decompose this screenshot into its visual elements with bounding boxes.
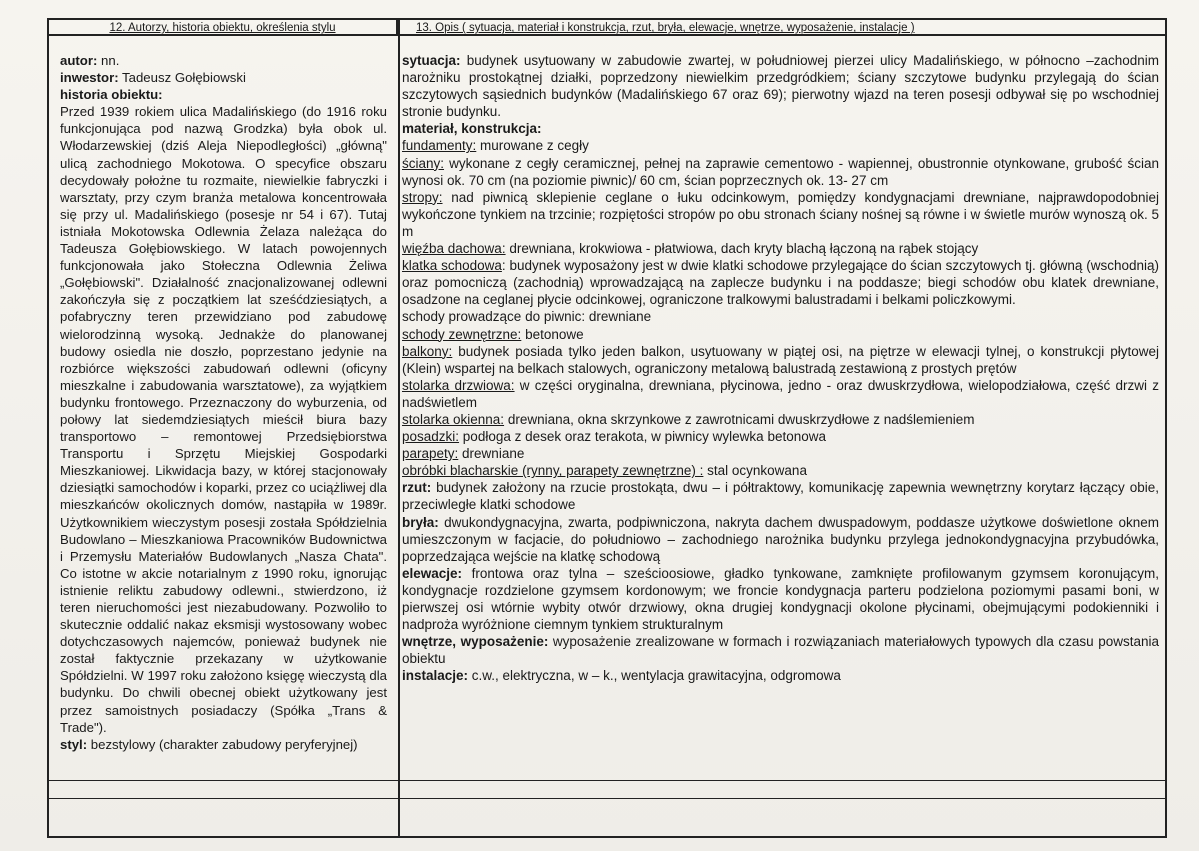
historia-text: Przed 1939 rokiem ulica Madalińskiego (do 1916 roku funkcjonująca pod nazwą Grodzka) była obok ul. Włodarzewskiej (dziś Aleja Niepodległości) „główną" ulicą zachodniego Mokotowa. O specyfice obszaru decydowały położne tu rozmaite, niewielkie fabryczki i warsztaty, przy czym branża metalowa koncentrowała się przy ul. Madalińskiego (posesje nr 54 i 67). Tutaj istniała Mokotowska Odlewnia Żelaza należąca do Tadeusza Gołębiowskiego. W latach powojennych funkcjonowała jako Stołeczna Odlewnia Żeliwa „Gołębiowski". Działalność znacjonalizowanej odlewni zakończyła się z początkiem lat sześćdziesiątych, a pofabryczny teren przewidziano pod zabudowę wielorodzinną wysoką. Jednakże do planowanej budowy osiedla nie doszło, poprzestano jedynie na rozbiórce większości zabudowań odlewni (oficyny mieszkalne i zabudowania warsztatowe), za wyjątkiem budynku frontowego. Przeznaczony do wyburzenia, od połowy lat siedemdziesiątych mieścił biura bazy transportowo – remontowej Przedsiębiorstwa Transportu i Sprzętu Miejskiej Gospodarki Mieszkaniowej. Likwidacja bazy, w której stacjonowały dziesiątki samochodów i koparki, przez co uciążliwej dla mieszkańców okolicznych domów, nastąpiła w 1989r. Użytkownikiem wieczystym posesji została Spółdzielnia Budowlano – Mieszkaniowa Pracowników Budownictwa i Przemysłu Materiałów Budowlanych „Nasza Chata". Co istotne w akcie notarialnym z 1990 roku, ignorując istnienie reliktu zabudowy odlewni., stwierdzono, iż teren nieruchomości jest niezabudowany. Pozwoliło to skutecznie oddalić nakaz eksmisji wystosowany wobec dotychczasowych najemców, ponieważ budynek nie został faktycznie przekazany w użytkowanie Spółdzielni. W 1997 roku założono księgę wieczystą dla budynku. Do chwili obecnej obiekt użytkowany jest przez samoistnych posiadaczy (Spółka „Trans & Trade").	[60, 104, 387, 735]
header-description	[398, 20, 1165, 36]
styl-value: bezstylowy (charakter zabudowy peryferyjnej)	[87, 736, 358, 752]
elewacje-label: elewacje:	[402, 565, 463, 581]
balkony-line	[402, 343, 1159, 377]
header-authors-text: 12. Autorzy, historia obiektu, określenia stylu	[109, 22, 336, 34]
column-divider	[398, 20, 400, 836]
obrobki-line	[402, 462, 1159, 479]
stolarka-okienna-line	[402, 411, 1159, 428]
schody-zewnetrzne-line	[402, 326, 1159, 343]
sciany-label: ściany:	[402, 155, 445, 171]
parapety-line	[402, 445, 1159, 462]
instalacje-value: c.w., elektryczna, w – k., wentylacja grawitacyjna, odgromowa	[468, 668, 841, 684]
left-column	[60, 52, 387, 753]
stolarka-drzwiowa-label: stolarka drzwiowa:	[402, 377, 515, 393]
material-heading: materiał, konstrukcja:	[402, 121, 542, 137]
fundamenty-label: fundamenty:	[402, 138, 477, 154]
stolarka-drzwiowa-line	[402, 377, 1159, 411]
stolarka-okienna-value: drewniana, okna skrzynkowe z zawrotnicami dwuskrzydłowe z nadślemieniem	[504, 411, 975, 427]
styl-label: styl:	[60, 736, 88, 752]
inwestor-line	[60, 69, 387, 86]
schody-piwnic-line: schody prowadzące do piwnic: drewniane	[402, 309, 652, 325]
inwestor-label: inwestor:	[60, 70, 119, 86]
autor-value: nn.	[97, 53, 120, 68]
bryla-value: dwukondygnacyjna, zwarta, podpiwniczona, nakryta dachem dwuspadowym, poddasze użytkowe doświetlone oknem umieszczonym w facjacie, do południowo – zachodniego narożnika budynku przylega jednokondygnacyjna przybudówka, poprzedzająca wejście na klatkę schodową	[402, 514, 1159, 564]
historia-label: historia obiektu:	[60, 87, 163, 103]
bryla-label: bryła:	[402, 514, 439, 530]
row-divider	[49, 780, 1165, 781]
autor-label: autor:	[60, 53, 98, 68]
fundamenty-value: murowane z cegły	[476, 138, 589, 154]
balkony-value: budynek posiada tylko jeden balkon, usytuowany w piątej osi, na piętrze w elewacji tylnej, o konstrukcji płytowej (Klein) wspartej na belkach stalowych, ograniczony metalową balustradą zestawioną z prostych prętów	[402, 343, 1159, 376]
wnetrze-label: wnętrze, wyposażenie:	[402, 634, 549, 650]
autor-line	[60, 52, 387, 69]
elewacje-line	[402, 565, 1159, 633]
balkony-label: balkony:	[402, 343, 453, 359]
bryla-line	[402, 514, 1159, 565]
row-divider	[49, 798, 1165, 799]
stolarka-drzwiowa-value: w części oryginalna, drewniana, płycinowa, jedno - oraz dwuskrzydłowa, wielopodziałowa, część drzwi z nadświetlem	[402, 377, 1160, 410]
posadzki-label: posadzki:	[402, 429, 460, 445]
stropy-value: nad piwnicą sklepienie ceglane o łuku odcinkowym, pomiędzy kondygnacjami drewniane, najprawdopodobniej wykończone tynkiem na trzcinie; rozpiętości stropów po obu stronach ściany nośnej są równe i w świetle murów wynoszą ok. 5 m	[402, 189, 1159, 239]
stropy-line	[402, 189, 1159, 240]
header-description-text: 13. Opis ( sytuacja, materiał i konstrukcja, rzut, bryła, elewacje, wnętrze, wyposażenie, instalacje )	[416, 22, 915, 34]
klatka-value: : budynek wyposażony jest w dwie klatki schodowe przylegające do ścian szczytowych tj. główną (wschodnią) oraz pomocniczą (zachodnią) wprowadzającą na zaplecze budynku i na poddasze; biegi schodów obu klatek drewniane, osadzone na ceglanej płycie odcinkowej, ograniczone tralkowymi balustradami i belkami policzkowymi.	[402, 258, 1160, 308]
klatka-line	[402, 257, 1159, 308]
wiezba-line	[402, 240, 1159, 257]
sytuacja-line	[402, 52, 1159, 120]
wiezba-label: więźba dachowa:	[402, 241, 506, 257]
header-authors	[49, 20, 398, 36]
obrobki-value: stal ocynkowana	[703, 463, 807, 479]
wnetrze-line	[402, 633, 1159, 667]
instalacje-line	[402, 667, 1159, 684]
rzut-label: rzut:	[402, 480, 432, 496]
wnetrze-value: wyposażenie zrealizowane w formach i rozwiązaniach materiałowych typowych dla czasu powstania obiektu	[402, 634, 1160, 667]
parapety-label: parapety:	[402, 446, 459, 462]
inwestor-value: Tadeusz Gołębiowski	[118, 70, 246, 86]
klatka-label: klatka schodowa	[402, 258, 502, 274]
schody-zewnetrzne-value: betonowe	[521, 326, 584, 342]
posadzki-value: podłoga z desek oraz terakota, w piwnicy wylewka betonowa	[459, 429, 826, 445]
rzut-line	[402, 479, 1159, 513]
fundamenty-line	[402, 137, 1159, 154]
sytuacja-value: budynek usytuowany w zabudowie zwartej, w południowej pierzei ulicy Madalińskiego, w północno –zachodnim narożniku prostokątnej działki, poprzedzony niewielkim przedgródkiem; ściany szczytowe budynku przylegają do ścian szczytowych sąsiednich budynków (Madalińskiego 67 oraz 69); pierwotny wjazd na teren posesji odbywał się po wschodniej stronie budynku.	[402, 53, 1159, 120]
posadzki-line	[402, 428, 1159, 445]
elewacje-value: frontowa oraz tylna – sześcioosiowe, gładko tynkowane, zamknięte profilowanym gzymsem koronującym, kondygnacje rozdzielone gzymsem kordonowym; we froncie kondygnacja parteru podzielona poziomymi pasami boni, w pierwszej osi wtórnie wybity otwór drzwiowy, okna drugiej kondygnacji okolone płycinami, obejmującymi podokienniki i nadproża wyróżnione ciemnym tynkiem strukturalnym	[402, 565, 1159, 633]
right-column	[402, 52, 1159, 684]
stropy-label: stropy:	[402, 189, 443, 205]
form-table	[47, 18, 1167, 838]
styl-line	[60, 736, 387, 753]
parapety-value: drewniane	[458, 446, 525, 462]
rzut-value: budynek założony na rzucie prostokąta, dwu – i półtraktowy, komunikację zapewnia wewnętrzny korytarz łączący obie, przeciwległe klatki schodowe	[402, 480, 1159, 513]
sytuacja-label: sytuacja:	[402, 53, 461, 68]
wiezba-value: drewniana, krokwiowa - płatwiowa, dach kryty blachą łączoną na rąbek stojący	[505, 241, 979, 257]
stolarka-okienna-label: stolarka okienna:	[402, 411, 505, 427]
sciany-value: wykonane z cegły ceramicznej, pełnej na zaprawie cementowo - wapiennej, obustronnie otynkowane, grubość ścian wynosi ok. 70 cm (na poziomie piwnic)/ 60 cm, ścian poprzecznych ok. 13- 27 cm	[402, 155, 1159, 188]
obrobki-label: obróbki blacharskie (rynny, parapety zewnętrzne) :	[402, 463, 704, 479]
sciany-line	[402, 155, 1159, 189]
schody-zewnetrzne-label: schody zewnętrzne:	[402, 326, 522, 342]
instalacje-label: instalacje:	[402, 668, 469, 684]
